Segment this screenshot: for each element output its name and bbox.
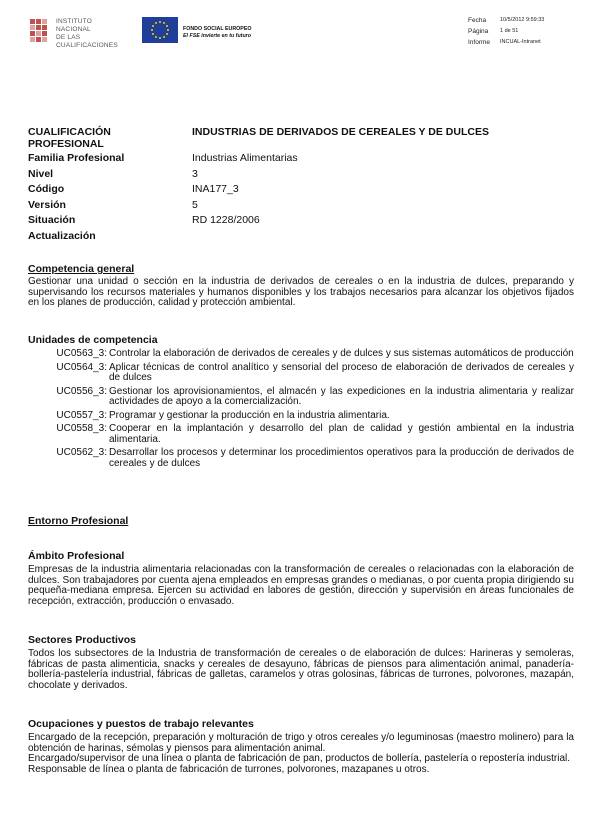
incual-logo-text: INSTITUTO NACIONAL DE LAS CUALIFICACIONES	[56, 18, 118, 49]
ocupaciones-list	[28, 733, 574, 775]
meta-row-page: Página 1 de 51	[468, 28, 519, 35]
qualification-row: Situación RD 1228/2006	[28, 214, 260, 226]
entorno-title: Entorno Profesional	[28, 515, 129, 527]
qualification-row: Familia Profesional Industrias Alimentarias	[28, 152, 298, 164]
incual-grid-icon	[30, 19, 52, 43]
unidades-list	[28, 349, 574, 472]
list-item: UC0563_3: Controlar la elaboración de derivados de cereales y de dulces y sus sistemas automáticos de producción	[56, 348, 574, 359]
incual-logo	[30, 17, 140, 47]
list-item: Responsable de línea o planta de fabricación de turrones, polvorones, mazapanes u otros.	[28, 763, 430, 775]
fse-logo	[142, 17, 282, 47]
qualification-row: Actualización	[28, 229, 96, 242]
meta-row-date: Fecha 10/5/2012 9:59:33	[468, 17, 545, 24]
list-item: UC0558_3: Cooperar en la implantación y desarrollo del plan de calidad y gestión ambiental en la industria alimentaria.	[56, 423, 574, 445]
unidades-title: Unidades de competencia	[28, 334, 158, 346]
meta-row-report: Informe INCUAL-Intranet	[468, 39, 541, 46]
report-meta	[468, 15, 544, 48]
list-item: UC0557_3: Programar y gestionar la producción en la industria alimentaria.	[56, 409, 390, 421]
qualification-row: Versión 5	[28, 198, 198, 211]
list-item: UC0562_3: Desarrollar los procesos y determinar los procedimientos operativos para la producción de derivados de cereales y de dulces	[56, 447, 574, 469]
ambito-title: Ámbito Profesional	[28, 550, 125, 562]
qualification-row: Nivel 3	[28, 167, 198, 180]
qualification-table	[28, 126, 578, 245]
competencia-text: Gestionar una unidad o sección en la industria de derivados de cereales o en la industria de dulces, preparando y supervisando los recursos materiales y humanos disponibles y los trabajos necesarios para alcanzar los objetivos fijados en los planes de producción, calidad y protección ambiental.	[28, 276, 574, 308]
list-item: Encargado/supervisor de una línea o planta de fabricación de pan, productos de bollería, pastelería o repostería industrial.	[28, 753, 571, 764]
sectores-title: Sectores Productivos	[28, 634, 136, 646]
fse-text: FONDO SOCIAL EUROPEO El FSE invierte en tu futuro	[183, 26, 252, 39]
list-item: UC0556_3: Gestionar los aprovisionamientos, el almacén y las expediciones en la industria alimentaria y realizar actividades de apoyo a la comercialización.	[56, 385, 574, 407]
ambito-text: Empresas de la industria alimentaria relacionadas con la transformación de cereales o relacionadas con la elaboración de dulces. Son trabajadores por cuenta ajena empleados en empresas grandes o medianas, o por cuenta propia dirigiendo su pequeña-mediana empresa. Ejercen su actividad en labores de gestión, dirección y supervisión en áreas funcionales de recepción, extracción, producción o envasado.	[28, 564, 574, 607]
competencia-title: Competencia general	[28, 263, 135, 275]
list-item: Encargado de la recepción, preparación y molturación de trigo y otros cereales y/o leguminosas (maestro molinero) para la obtención de harinas, sémolas y piensos para alimentación animal.	[28, 732, 574, 754]
qualification-row: Código INA177_3	[28, 183, 239, 195]
qualification-title: INDUSTRIAS DE DERIVADOS DE CEREALES Y DE DULCES	[192, 126, 489, 138]
sectores-text: Todos los subsectores de la Industria de transformación de cereales o de elaboración de dulces: Harineras y semoleras, fábricas de pasta alimenticia, snacks y cereales de desayuno, fábricas de piensos para alimentación animal, panadería-bollería-pastelería industrial, fábricas de galletas, caramelos y otras golosinas, fábricas de turrones, polvorones, mazapán, chocolate y derivados.	[28, 648, 574, 691]
ocupaciones-title: Ocupaciones y puestos de trabajo relevantes	[28, 718, 254, 730]
qualification-title-row: CUALIFICACIÓN PROFESIONAL INDUSTRIAS DE DERIVADOS DE CEREALES Y DE DULCES	[28, 126, 489, 150]
list-item: UC0564_3: Aplicar técnicas de control analítico y sensorial del proceso de elaboración de derivados de cereales y de dulces	[56, 361, 574, 383]
eu-flag-icon	[142, 17, 178, 43]
